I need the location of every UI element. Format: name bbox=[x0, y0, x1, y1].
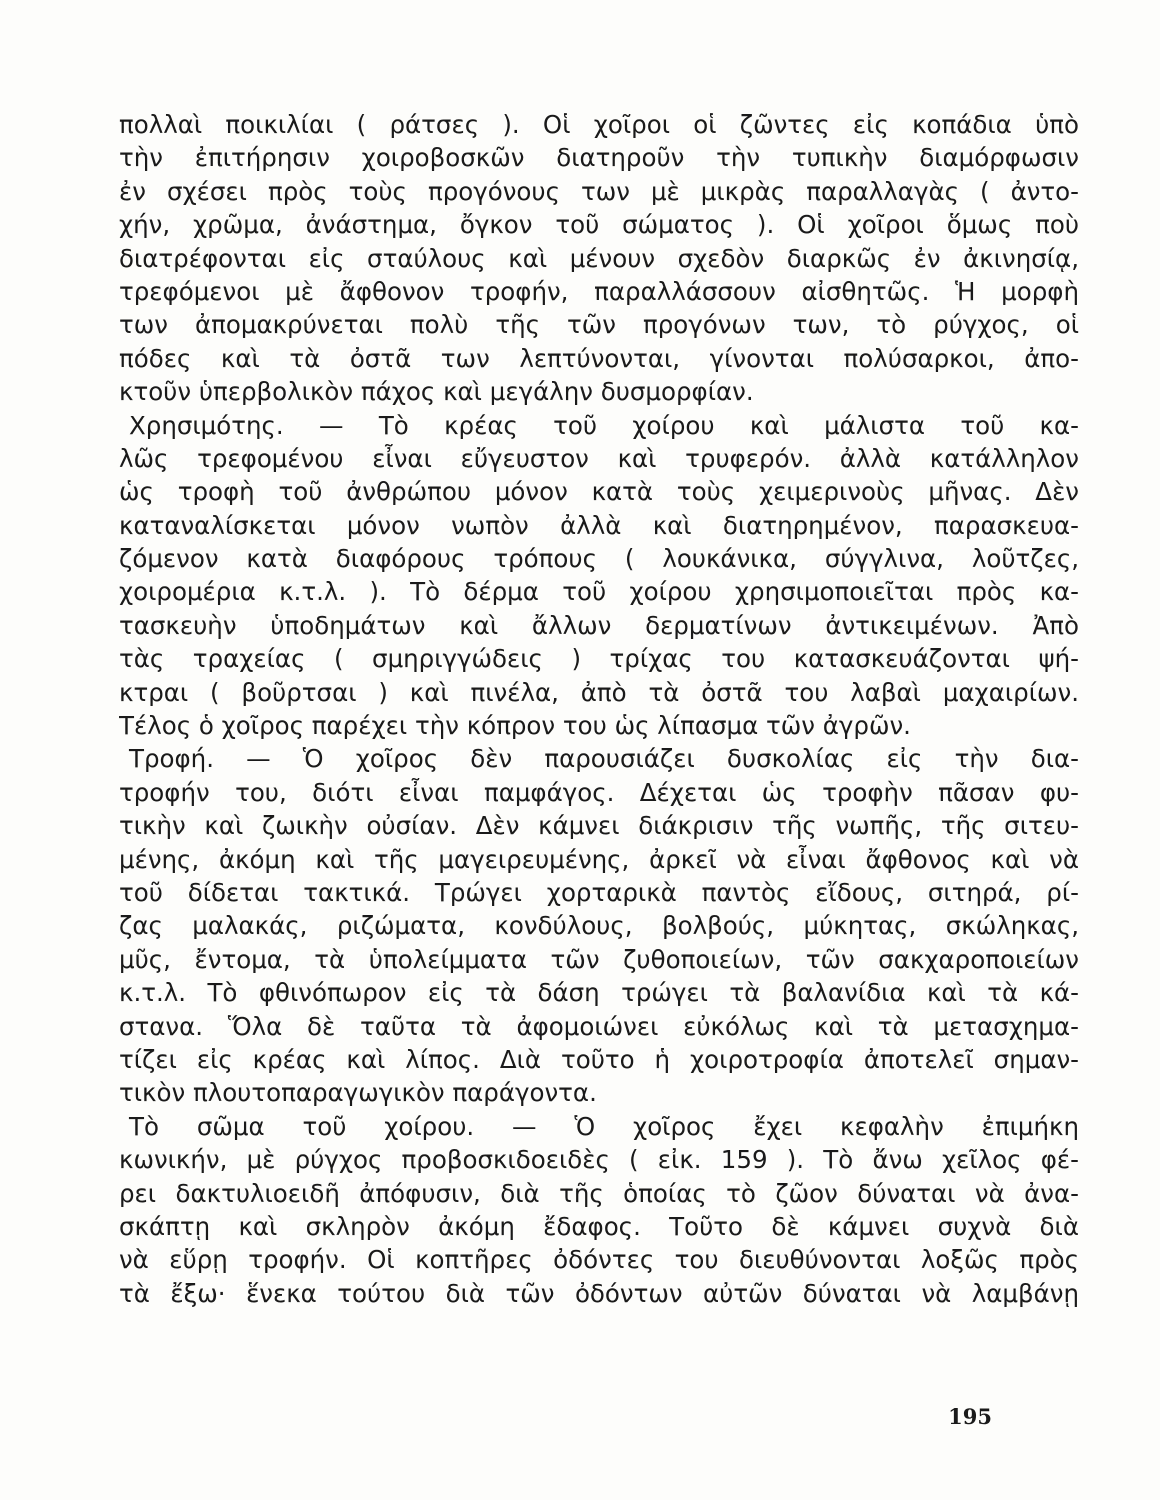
text-line: τὰς τραχείας ( σμηριγγώδεις ) τρίχας του κατασκευάζονται ψή- bbox=[119, 644, 1079, 674]
text-line: τίζει εἰς κρέας καὶ λίπος. Διὰ τοῦτο ἡ χοιροτροφία ἀποτελεῖ σημαν- bbox=[119, 1044, 1079, 1074]
text-line: τροφήν του, διότι εἶναι παμφάγος. Δέχεται ὡς τροφὴν πᾶσαν φυ- bbox=[119, 777, 1079, 807]
text-line: χοιρομέρια κ.τ.λ. ). Τὸ δέρμα τοῦ χοίρου χρησιμοποιεῖται πρὸς κα- bbox=[119, 577, 1079, 607]
text-line: κτραι ( βοῦρτσαι ) καὶ πινέλα, ἀπὸ τὰ ὀστᾶ του λαβαὶ μαχαιρίων. bbox=[119, 677, 1079, 707]
text-line: Τέλος ὁ χοῖρος παρέχει τὴν κόπρον του ὡς λίπασμα τῶν ἀγρῶν. bbox=[119, 711, 911, 741]
text-line: χήν, χρῶμα, ἀνάστημα, ὄγκον τοῦ σώματος ). Οἱ χοῖροι ὅμως ποὺ bbox=[119, 210, 1079, 240]
text-line: πόδες καὶ τὰ ὀστᾶ των λεπτύνονται, γίνονται πολύσαρκοι, ἀπο- bbox=[119, 343, 1079, 373]
text-line: ζόμενον κατὰ διαφόρους τρόπους ( λουκάνικα, σύγγλινα, λοῦτζες, bbox=[119, 544, 1079, 574]
text-line: τὴν ἐπιτήρησιν χοιροβοσκῶν διατηροῦν τὴν τυπικὴν διαμόρφωσιν bbox=[119, 143, 1079, 173]
text-line: ζας μαλακάς, ριζώματα, κονδύλους, βολβούς, μύκητας, σκώληκας, bbox=[119, 911, 1079, 941]
page-number: 195 bbox=[948, 1404, 992, 1429]
text-line: πολλαὶ ποικιλίαι ( ράτσες ). Οἱ χοῖροι οἱ ζῶντες εἰς κοπάδια ὑπὸ bbox=[119, 110, 1079, 139]
text-line: στανα. Ὅλα δὲ ταῦτα τὰ ἀφομοιώνει εὐκόλως καὶ τὰ μετασχημα- bbox=[119, 1011, 1079, 1041]
text-line: τοῦ δίδεται τακτικά. Τρώγει χορταρικὰ παντὸς εἴδους, σιτηρά, ρί- bbox=[119, 877, 1079, 907]
text-line: σκάπτῃ καὶ σκληρὸν ἀκόμη ἔδαφος. Τοῦτο δὲ κάμνει συχνὰ διὰ bbox=[119, 1211, 1079, 1241]
body-text bbox=[119, 108, 1079, 1310]
text-line: κ.τ.λ. Τὸ φθινόπωρον εἰς τὰ δάση τρώγει τὰ βαλανίδια καὶ τὰ κά- bbox=[119, 978, 1079, 1008]
section-heading-line: Τὸ σῶμα τοῦ χοίρου. — Ὁ χοῖρος ἔχει κεφαλὴν ἐπιμήκη bbox=[129, 1111, 1079, 1141]
text-line: τρεφόμενοι μὲ ἄφθονον τροφήν, παραλλάσσουν αἰσθητῶς. Ἡ μορφὴ bbox=[119, 276, 1079, 306]
text-line: τὰ ἔξω· ἕνεκα τούτου διὰ τῶν ὀδόντων αὐτῶν δύναται νὰ λαμβάνῃ bbox=[119, 1278, 1079, 1308]
text-line: διατρέφονται εἰς σταύλους καὶ μένουν σχεδὸν διαρκῶς ἐν ἀκινησίᾳ, bbox=[119, 243, 1079, 273]
text-line: λῶς τρεφομένου εἶναι εὔγευστον καὶ τρυφερόν. ἀλλὰ κατάλληλον bbox=[119, 443, 1079, 473]
text-line: μένης, ἀκόμη καὶ τῆς μαγειρευμένης, ἀρκεῖ νὰ εἶναι ἄφθονος καὶ νὰ bbox=[119, 844, 1079, 874]
text-line: κτοῦν ὑπερβολικὸν πάχος καὶ μεγάλην δυσμορφίαν. bbox=[119, 377, 754, 407]
text-line: τασκευὴν ὑποδημάτων καὶ ἄλλων δερματίνων ἀντικειμένων. Ἀπὸ bbox=[119, 610, 1079, 640]
section-heading-line: Τροφή. — Ὁ χοῖρος δὲν παρουσιάζει δυσκολίας εἰς τὴν δια- bbox=[129, 744, 1079, 774]
text-line: τικὴν καὶ ζωικὴν οὐσίαν. Δὲν κάμνει διάκρισιν τῆς νωπῆς, τῆς σιτευ- bbox=[119, 811, 1079, 841]
text-line: νὰ εὕρῃ τροφήν. Οἱ κοπτῆρες ὀδόντες του διευθύνονται λοξῶς πρὸς bbox=[119, 1245, 1079, 1275]
text-line: ἐν σχέσει πρὸς τοὺς προγόνους των μὲ μικρὰς παραλλαγὰς ( ἀντο- bbox=[119, 176, 1079, 206]
text-line: καταναλίσκεται μόνον νωπὸν ἀλλὰ καὶ διατηρημένον, παρασκευα- bbox=[119, 510, 1079, 540]
text-line: τικὸν πλουτοπαραγωγικὸν παράγοντα. bbox=[119, 1078, 597, 1108]
text-line: των ἀπομακρύνεται πολὺ τῆς τῶν προγόνων των, τὸ ρύγχος, οἱ bbox=[119, 310, 1079, 340]
text-line: ρει δακτυλιοειδῆ ἀπόφυσιν, διὰ τῆς ὁποίας τὸ ζῶον δύναται νὰ ἀνα- bbox=[119, 1178, 1079, 1208]
text-line: κωνικήν, μὲ ρύγχος προβοσκιδοειδὲς ( εἰκ. 159 ). Τὸ ἄνω χεῖλος φέ- bbox=[119, 1145, 1079, 1175]
section-heading-line: Χρησιμότης. — Τὸ κρέας τοῦ χοίρου καὶ μάλιστα τοῦ κα- bbox=[129, 410, 1079, 440]
text-line: ὡς τροφὴ τοῦ ἀνθρώπου μόνον κατὰ τοὺς χειμερινοὺς μῆνας. Δὲν bbox=[119, 477, 1079, 507]
text-line: μῦς, ἔντομα, τὰ ὑπολείμματα τῶν ζυθοποιείων, τῶν σακχαροποιείων bbox=[119, 944, 1079, 974]
